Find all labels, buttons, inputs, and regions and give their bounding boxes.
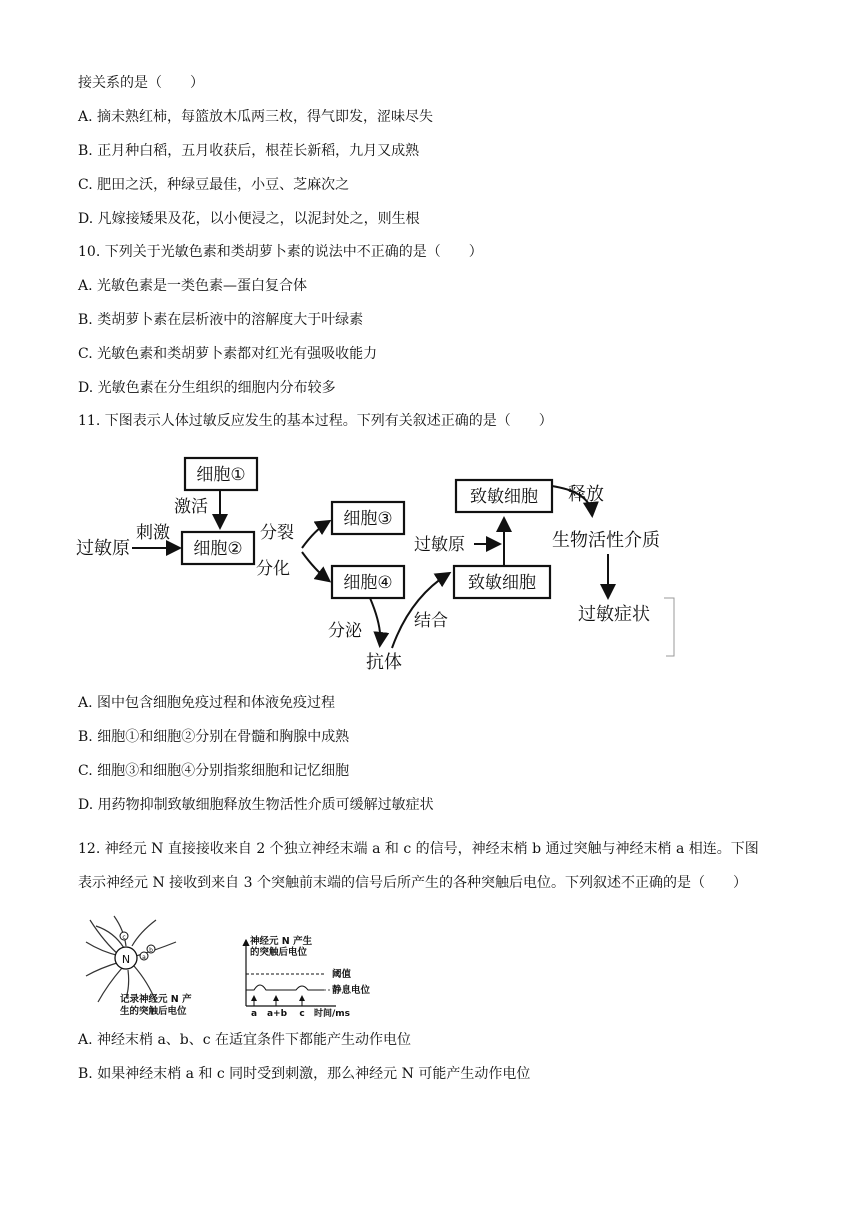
q10-option-d: D. 光敏色素在分生组织的细胞内分布较多	[78, 380, 336, 396]
arrow-to-cell4	[302, 552, 328, 580]
x-tick-ab: a+b	[266, 1009, 288, 1019]
q12-stem-line2: 表示神经元 N 接收到来自 3 个突触前末端的信号后所产生的各种突触后电位。下列叙述不正确的是（ ）	[78, 875, 747, 891]
terminal-c-label: c	[122, 934, 126, 941]
terminal-a-label: a	[142, 954, 146, 961]
symptom-label: 过敏症状	[578, 604, 650, 625]
q9-option-a: A. 摘未熟红柿，每篮放木瓜两三枚，得气即发，涩味尽失	[78, 109, 434, 125]
scan-bracket	[664, 598, 674, 656]
arrow-to-cell3	[302, 522, 328, 548]
cell1-label: 细胞①	[196, 465, 246, 485]
allergen-left-label: 过敏原	[76, 538, 130, 559]
graph-ylabel-2: 的突触后电位	[250, 947, 308, 958]
cell3-label: 细胞③	[343, 509, 393, 529]
allergy-process-diagram	[70, 448, 690, 680]
activate-label: 激活	[174, 497, 208, 517]
stimulate-label: 刺激	[136, 523, 170, 543]
q11-stem: 11. 下图表示人体过敏反应发生的基本过程。下列有关叙述正确的是（ ）	[78, 413, 553, 429]
potential-trace	[246, 985, 324, 990]
antibody-label: 抗体	[366, 652, 402, 673]
sensitized-cell-bottom-label: 致敏细胞	[468, 573, 536, 593]
secrete-label: 分泌	[328, 621, 362, 641]
graph-xlabel: 时间/ms	[314, 1009, 351, 1019]
neuron-caption-2: 生的突触后电位	[120, 1006, 187, 1017]
q10-stem: 10. 下列关于光敏色素和类胡萝卜素的说法中不正确的是（ ）	[78, 244, 483, 260]
sensitized-cell-top-label: 致敏细胞	[470, 487, 538, 507]
q12-option-a: A. 神经末梢 a、b、c 在适宜条件下都能产生动作电位	[78, 1032, 412, 1048]
release-label: 释放	[568, 484, 604, 505]
q11-option-c: C. 细胞③和细胞④分别指浆细胞和记忆细胞	[78, 763, 350, 779]
neuron-figure	[84, 912, 214, 1018]
divide-label: 分裂	[260, 523, 294, 543]
allergen-right-label: 过敏原	[414, 535, 465, 555]
graph-ylabel-1: 神经元 N 产生	[250, 936, 313, 947]
mediator-label: 生物活性介质	[552, 530, 660, 551]
q9-option-d: D. 凡嫁接矮果及花，以小便浸之，以泥封处之，则生根	[78, 211, 420, 227]
neuron-caption-1: 记录神经元 N 产	[120, 994, 192, 1005]
resting-label: 静息电位	[332, 985, 371, 996]
cell2-label: 细胞②	[193, 539, 243, 559]
q11-option-d: D. 用药物抑制致敏细胞释放生物活性介质可缓解过敏症状	[78, 797, 434, 813]
stimulus-arrows	[254, 996, 302, 1006]
q11-option-a: A. 图中包含细胞免疫过程和体液免疫过程	[78, 695, 336, 711]
potential-graph	[232, 934, 392, 1020]
differentiate-label: 分化	[256, 559, 290, 579]
q9-option-c: C. 肥田之沃，种绿豆最佳，小豆、芝麻次之	[78, 177, 350, 193]
cell4-label: 细胞④	[343, 573, 393, 593]
secrete-arrow	[370, 598, 380, 644]
q10-option-c: C. 光敏色素和类胡萝卜素都对红光有强吸收能力	[78, 346, 378, 362]
bind-label: 结合	[414, 611, 448, 631]
x-tick-a: a	[250, 1009, 258, 1019]
q11-option-b: B. 细胞①和细胞②分别在骨髓和胸腺中成熟	[78, 729, 350, 745]
x-tick-c: c	[299, 1009, 305, 1019]
q12-option-b: B. 如果神经末梢 a 和 c 同时受到刺激，那么神经元 N 可能产生动作电位	[78, 1066, 531, 1082]
threshold-label: 阈值	[332, 969, 352, 980]
q9-option-b: B. 正月种白稻，五月收获后，根茬长新稻，九月又成熟	[78, 143, 420, 159]
q10-option-b: B. 类胡萝卜素在层析液中的溶解度大于叶绿素	[78, 312, 364, 328]
q9-stem-tail: 接关系的是（ ）	[78, 75, 204, 91]
neuron-label: N	[121, 953, 131, 966]
q12-stem-line1: 12. 神经元 N 直接接收来自 2 个独立神经末端 a 和 c 的信号，神经末梢 b 通过突触与神经末梢 a 相连。下图	[78, 841, 759, 857]
q10-option-a: A. 光敏色素是一类色素—蛋白复合体	[78, 278, 308, 294]
terminal-b-label: b	[149, 947, 153, 954]
